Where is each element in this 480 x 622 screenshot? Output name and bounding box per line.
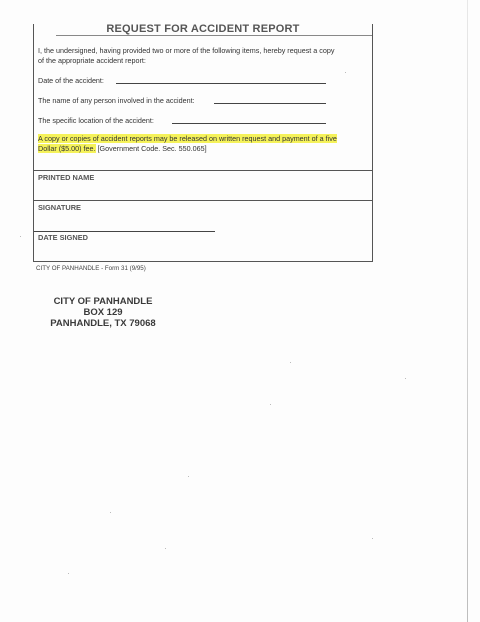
printed-name-label: PRINTED NAME (38, 173, 95, 182)
form-title: REQUEST FOR ACCIDENT REPORT (106, 23, 300, 35)
date-of-accident-label: Date of the accident: (38, 76, 104, 85)
fee-notice-highlight: A copy or copies of accident reports may be released on written request and payment of a five Dollar ($5.00) fee. (38, 134, 337, 153)
scan-edge (467, 0, 468, 622)
scan-speck (165, 548, 166, 549)
accident-report-form (33, 24, 373, 262)
specific-location-line[interactable] (172, 123, 326, 124)
scan-speck (68, 573, 69, 574)
date-signed-line[interactable] (34, 231, 215, 232)
mailing-address (48, 296, 158, 329)
scan-speck (188, 476, 189, 477)
signature-label: SIGNATURE (38, 203, 81, 212)
address-line-3: PANHANDLE, TX 79068 (50, 318, 156, 329)
scan-speck (345, 72, 346, 73)
fee-notice-citation: [Government Code. Sec. 550.065] (97, 144, 207, 153)
title-rule (56, 35, 372, 36)
date-of-accident-line[interactable] (116, 83, 326, 84)
address-line-1: CITY OF PANHANDLE (53, 296, 153, 307)
scan-speck (20, 236, 21, 237)
person-involved-label: The name of any person involved in the accident: (38, 96, 195, 105)
scan-speck (270, 404, 271, 405)
form-number: CITY OF PANHANDLE - Form 31 (9/95) (36, 265, 146, 272)
address-line-2: BOX 129 (83, 307, 123, 318)
printed-name-rule (34, 170, 372, 171)
person-involved-line[interactable] (214, 103, 326, 104)
scan-speck (110, 512, 111, 513)
scan-speck (405, 378, 406, 379)
fee-notice (38, 134, 338, 154)
scan-speck (290, 362, 291, 363)
scan-speck (372, 538, 373, 539)
date-signed-label: DATE SIGNED (38, 233, 88, 242)
specific-location-label: The specific location of the accident: (38, 116, 154, 125)
intro-text: I, the undersigned, having provided two or more of the following items, hereby request a copy of the appropriate accident report: (38, 46, 335, 65)
signature-rule (34, 200, 372, 201)
